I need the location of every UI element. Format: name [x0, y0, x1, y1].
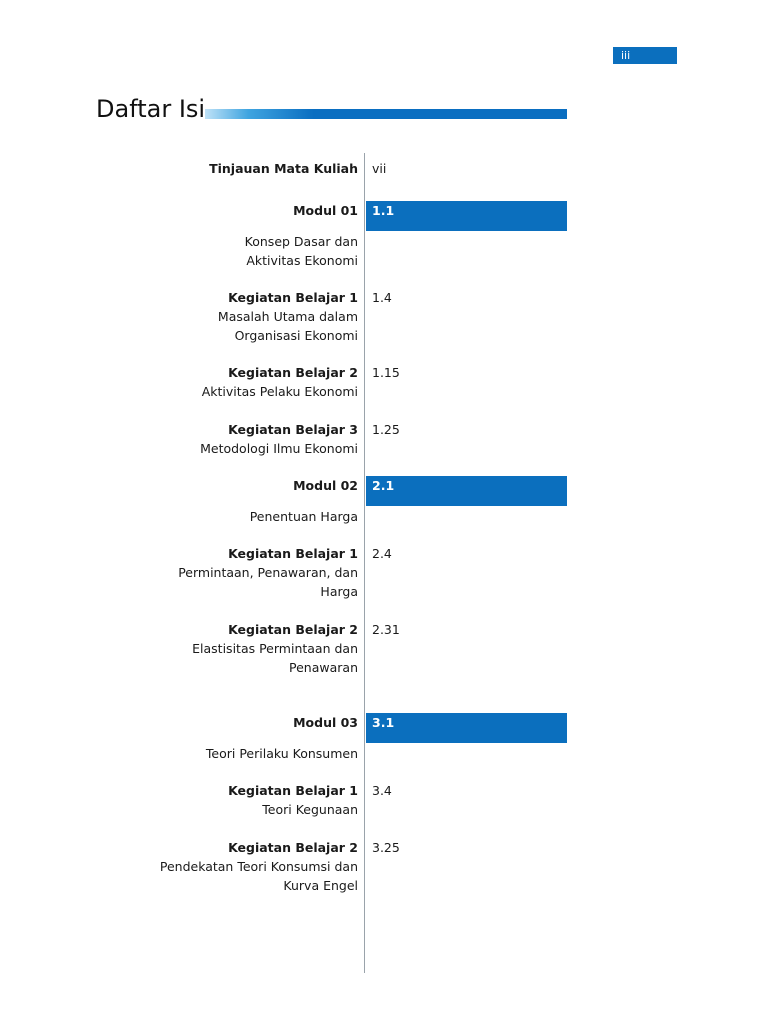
- module-1-subtitle: [245, 232, 358, 270]
- kb-title-line: Organisasi Ekonomi: [234, 328, 358, 343]
- toc-entry-m3-kb1[interactable]: [228, 781, 358, 819]
- toc-entry-tinjauan[interactable]: [209, 159, 358, 178]
- toc-entry-m1-kb3[interactable]: [200, 420, 358, 458]
- kb-title-line: Metodologi Ilmu Ekonomi: [200, 441, 358, 456]
- toc-page-m2-kb1[interactable]: 2.4: [372, 546, 392, 561]
- module-label: Modul 03: [293, 715, 358, 730]
- toc-entry-m1-kb2[interactable]: [202, 363, 358, 401]
- module-2-page-bar[interactable]: 2.1: [366, 476, 567, 506]
- toc-module-2[interactable]: [293, 476, 358, 495]
- subtitle-line: Teori Perilaku Konsumen: [205, 746, 358, 761]
- kb-title-line: Pendekatan Teori Konsumsi dan: [159, 859, 358, 874]
- toc-page-m1-kb2[interactable]: 1.15: [372, 365, 400, 380]
- kb-title-line: Elastisitas Permintaan dan: [192, 641, 358, 656]
- toc-entry-m2-kb1[interactable]: [178, 544, 358, 601]
- module-label: Modul 01: [293, 203, 358, 218]
- kb-title-line: Harga: [320, 584, 358, 599]
- toc-entry-m1-kb1[interactable]: [218, 288, 358, 345]
- module-3-subtitle: [206, 744, 358, 763]
- kb-label: Kegiatan Belajar 1: [228, 546, 358, 561]
- kb-title-line: Kurva Engel: [283, 878, 358, 893]
- page-number: iii: [613, 47, 677, 64]
- page-title: Daftar Isi: [96, 95, 206, 123]
- toc-entry-m3-kb2[interactable]: [160, 838, 358, 895]
- toc-page-m3-kb1[interactable]: 3.4: [372, 783, 392, 798]
- toc-entry-label: Tinjauan Mata Kuliah: [209, 161, 358, 176]
- module-1-page-bar[interactable]: 1.1: [366, 201, 567, 231]
- kb-label: Kegiatan Belajar 2: [228, 365, 358, 380]
- module-3-page-bar[interactable]: 3.1: [366, 713, 567, 743]
- kb-title-line: Aktivitas Pelaku Ekonomi: [201, 384, 358, 399]
- module-label: Modul 02: [293, 478, 358, 493]
- toc-page-m3-kb2[interactable]: 3.25: [372, 840, 400, 855]
- module-2-subtitle: [250, 507, 358, 526]
- kb-label: Kegiatan Belajar 2: [228, 840, 358, 855]
- toc-page-tinjauan[interactable]: vii: [372, 161, 387, 176]
- toc-page-m1-kb1[interactable]: 1.4: [372, 290, 392, 305]
- toc-page-m2-kb2[interactable]: 2.31: [372, 622, 400, 637]
- kb-title-line: Penawaran: [289, 660, 358, 675]
- kb-title-line: Permintaan, Penawaran, dan: [178, 565, 358, 580]
- kb-label: Kegiatan Belajar 3: [228, 422, 358, 437]
- kb-label: Kegiatan Belajar 1: [228, 783, 358, 798]
- subtitle-line: Penentuan Harga: [249, 509, 358, 524]
- kb-label: Kegiatan Belajar 1: [228, 290, 358, 305]
- title-underline-bar: [205, 109, 567, 119]
- toc-divider-line: [364, 153, 365, 973]
- kb-title-line: Masalah Utama dalam: [217, 309, 358, 324]
- subtitle-line: Aktivitas Ekonomi: [246, 253, 358, 268]
- subtitle-line: Konsep Dasar dan: [244, 234, 358, 249]
- kb-title-line: Teori Kegunaan: [262, 802, 358, 817]
- toc-page-m1-kb3[interactable]: 1.25: [372, 422, 400, 437]
- toc-module-1[interactable]: [293, 201, 358, 220]
- kb-label: Kegiatan Belajar 2: [228, 622, 358, 637]
- toc-entry-m2-kb2[interactable]: [192, 620, 358, 677]
- toc-module-3[interactable]: [293, 713, 358, 732]
